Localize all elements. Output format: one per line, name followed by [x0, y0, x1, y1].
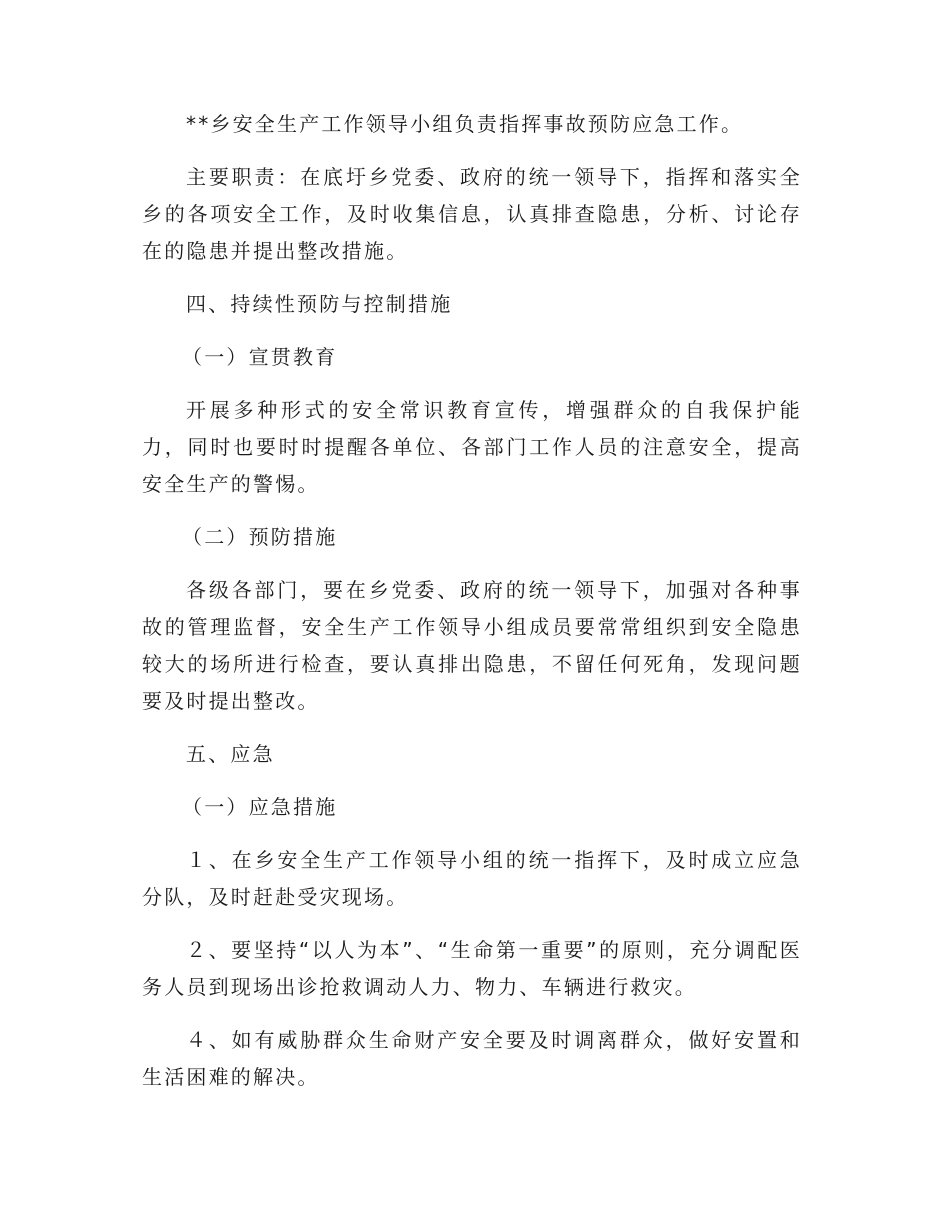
heading-section-4: 四、持续性预防与控制措施 — [186, 292, 453, 316]
document-body — [142, 106, 802, 1096]
list-item-4: ４、如有威胁群众生命财产安全要及时调离群众，做好安置和生活困难的解决。 — [142, 1028, 802, 1089]
heading-section-5: 五、应急 — [186, 742, 275, 766]
subheading-emergency-measures: （一）应急措施 — [182, 795, 338, 819]
paragraph-main-duties: 主要职责：在底圩乡党委、政府的统一领导下，指挥和落实全乡的各项安全工作，及时收集信息，认真排查隐患，分析、讨论存在的隐患并提出整改措施。 — [142, 165, 802, 263]
paragraph-leadership-group: **乡安全生产工作领导小组负责指挥事故预防应急工作。 — [186, 112, 744, 136]
list-item-2: ２、要坚持“以人为本”、“生命第一重要”的原则，充分调配医务人员到现场出诊抢救调动人力、物力、车辆进行救灾。 — [142, 938, 802, 999]
subheading-education: （一）宣贯教育 — [182, 345, 338, 369]
paragraph-education: 开展多种形式的安全常识教育宣传，增强群众的自我保护能力，同时也要时时提醒各单位、各部门工作人员的注意安全，提高安全生产的警惕。 — [142, 398, 802, 496]
paragraph-prevention: 各级各部门，要在乡党委、政府的统一领导下，加强对各种事故的管理监督，安全生产工作领导小组成员要常常组织到安全隐患较大的场所进行检查，要认真排出隐患，不留任何死角，发现问题要及时提出整改。 — [142, 578, 802, 713]
list-item-1: １、在乡安全生产工作领导小组的统一指挥下，及时成立应急分队，及时赶赴受灾现场。 — [142, 848, 802, 909]
subheading-prevention: （二）预防措施 — [182, 525, 338, 549]
